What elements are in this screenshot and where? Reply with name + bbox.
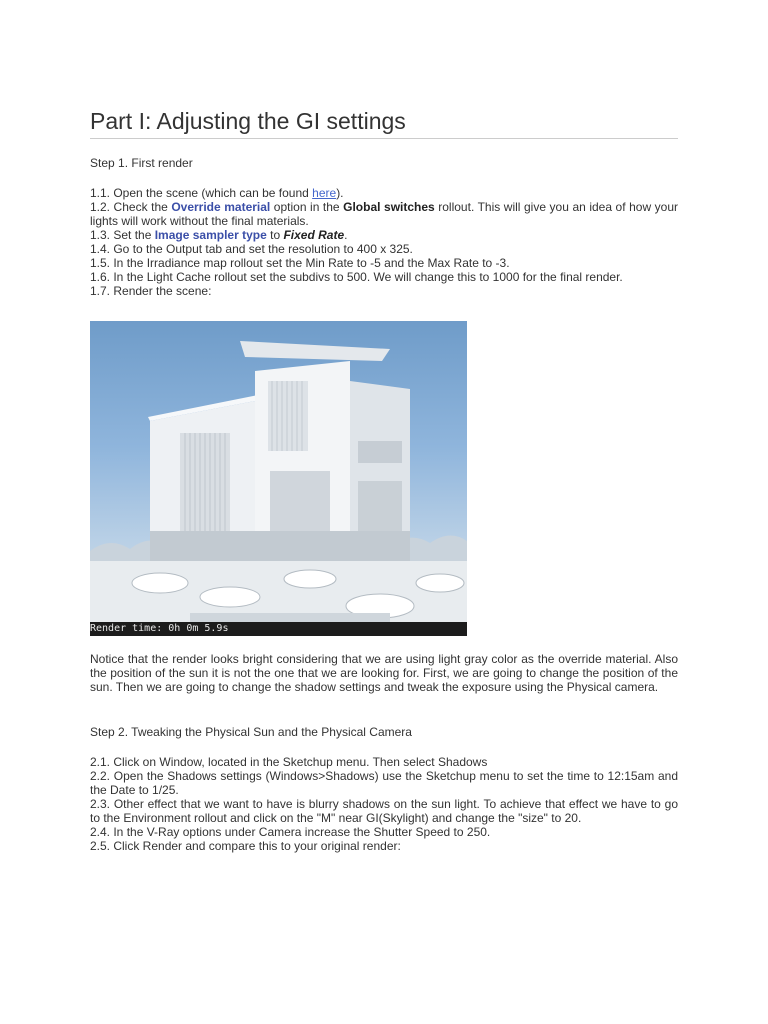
step1-item-3 <box>90 228 678 242</box>
step1-list <box>90 186 678 298</box>
step2-item-3: 2.3. Other effect that we want to have is blurry shadows on the sun light. To achieve that effect we have to go to the Environment rollout and click on the "M" near GI(Skylight) and change the "size" to 20. <box>90 797 678 825</box>
notice-paragraph: Notice that the render looks bright considering that we are using light gray color as the override material. Also the position of the sun it is not the one that we are looking for. First, we are going to change the position of the sun. Then we are going to change the shadow settings and tweak the exposure using the Physical camera. <box>90 652 678 694</box>
step2-item-4: 2.4. In the V-Ray options under Camera increase the Shutter Speed to 250. <box>90 825 491 839</box>
render-time-label: Render time: 0h 0m 5.9s <box>90 622 467 636</box>
step2-item-2: 2.2. Open the Shadows settings (Windows>Shadows) use the Sketchup menu to set the time to 12:15am and the Date to 1/25. <box>90 769 678 797</box>
step1-item-1 <box>90 186 678 200</box>
step1-item-6: 1.6. In the Light Cache rollout set the subdivs to 500. We will change this to 1000 for the final render. <box>90 270 623 284</box>
fixed-rate-term: Fixed Rate <box>283 228 345 242</box>
step1-item-1-end: ). <box>336 186 344 200</box>
step1-item-3-text-c: to <box>266 228 284 242</box>
step1-item-1-text: 1.1. Open the scene (which can be found <box>90 186 313 200</box>
image-sampler-term: Image sampler type <box>154 228 267 242</box>
step1-item-2-text-e: rollout. This will give you an idea of how your lights will work without the final materials. <box>90 200 679 228</box>
render-image <box>90 321 467 636</box>
override-material-term: Override material <box>171 200 271 214</box>
step1-item-3-text-e: . <box>344 228 348 242</box>
step2-item-5: 2.5. Click Render and compare this to your original render: <box>90 839 401 853</box>
here-link[interactable]: here <box>312 186 337 200</box>
step1-heading: Step 1. First render <box>90 156 193 170</box>
step1-item-2-text-a: 1.2. Check the <box>90 200 172 214</box>
step1-item-7: 1.7. Render the scene: <box>90 284 212 298</box>
step1-item-5: 1.5. In the Irradiance map rollout set the Min Rate to -5 and the Max Rate to -3. <box>90 256 510 270</box>
page-title: Part I: Adjusting the GI settings <box>90 108 678 139</box>
step2-heading: Step 2. Tweaking the Physical Sun and the Physical Camera <box>90 725 412 739</box>
step1-item-4: 1.4. Go to the Output tab and set the resolution to 400 x 325. <box>90 242 413 256</box>
step2-list <box>90 755 678 853</box>
step1-item-2 <box>90 200 678 228</box>
step2-item-1: 2.1. Click on Window, located in the Sketchup menu. Then select Shadows <box>90 755 488 769</box>
building-render-illustration <box>90 321 467 622</box>
global-switches-term: Global switches <box>343 200 435 214</box>
step1-item-3-text-a: 1.3. Set the <box>90 228 155 242</box>
step1-item-2-text-c: option in the <box>270 200 344 214</box>
